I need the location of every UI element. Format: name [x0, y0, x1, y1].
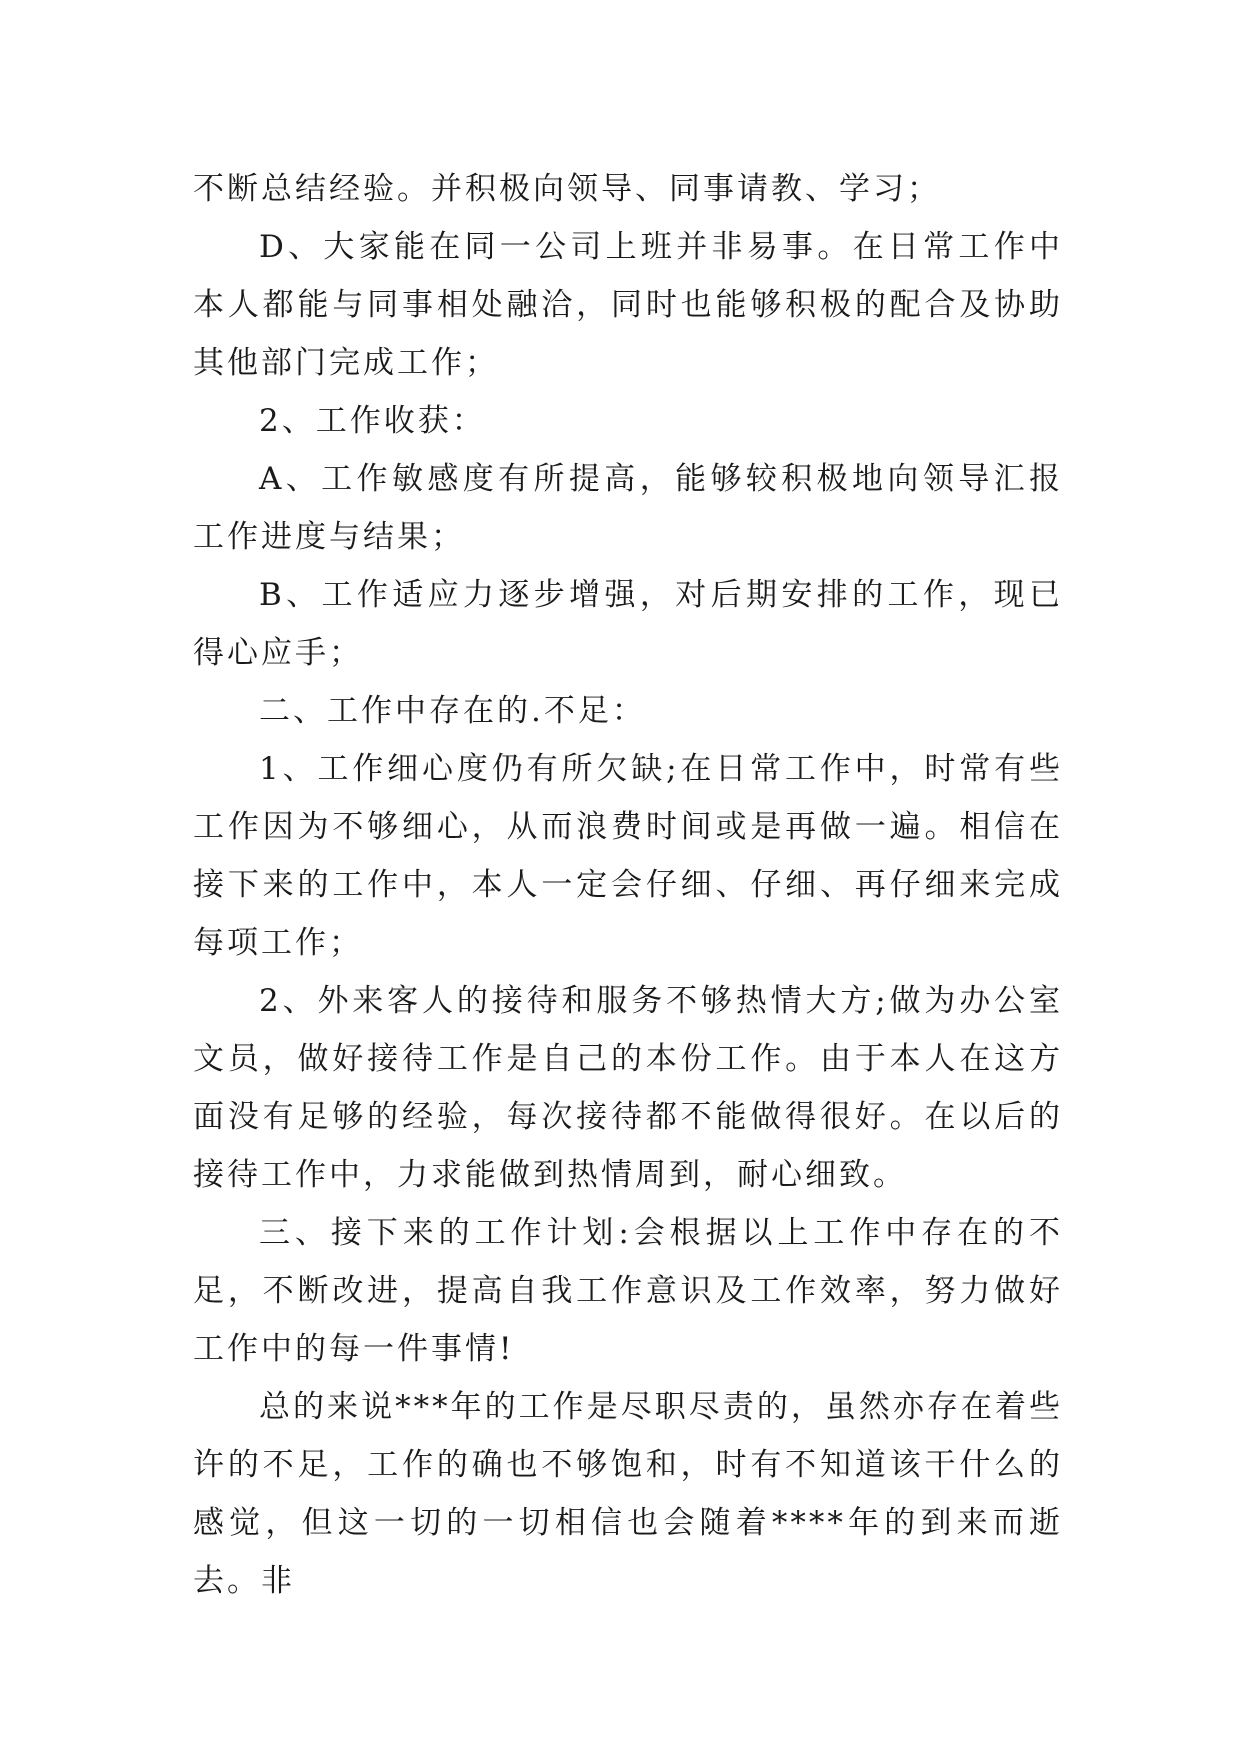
paragraph-summary: 总的来说***年的工作是尽职尽责的，虽然亦存在着些许的不足，工作的确也不够饱和，时有不知道该干什么的感觉，但这一切的一切相信也会随着****年的到来而逝去。非	[193, 1389, 1063, 1599]
paragraph-shortcoming-1: 1、工作细心度仍有所欠缺;在日常工作中，时常有些工作因为不够细心，从而浪费时间或是再做一遍。相信在接下来的工作中，本人一定会仔细、仔细、再仔细来完成每项工作；	[193, 751, 1063, 961]
paragraph-item-d: D、大家能在同一公司上班并非易事。在日常工作中本人都能与同事相处融洽，同时也能够积极的配合及协助其他部门完成工作；	[193, 229, 1063, 381]
paragraph-work-plan: 三、接下来的工作计划:会根据以上工作中存在的不足，不断改进，提高自我工作意识及工作效率，努力做好工作中的每一件事情!	[193, 1215, 1063, 1367]
paragraph-continuation: 不断总结经验。并积极向领导、同事请教、学习；	[193, 171, 941, 207]
paragraph-item-b: B、工作适应力逐步增强，对后期安排的工作，现已得心应手；	[193, 577, 1063, 671]
paragraph-item-a: A、工作敏感度有所提高，能够较积极地向领导汇报工作进度与结果；	[193, 461, 1063, 555]
section-heading-work-gains: 2、工作收获：	[259, 403, 486, 439]
paragraph-shortcoming-2: 2、外来客人的接待和服务不够热情大方;做为办公室文员，做好接待工作是自己的本份工作。由于本人在这方面没有足够的经验，每次接待都不能做得很好。在以后的接待工作中，力求能做到热情周到，耐心细致。	[193, 983, 1063, 1193]
document-body	[193, 160, 1063, 1610]
section-heading-shortcomings: 二、工作中存在的.不足：	[259, 693, 646, 729]
